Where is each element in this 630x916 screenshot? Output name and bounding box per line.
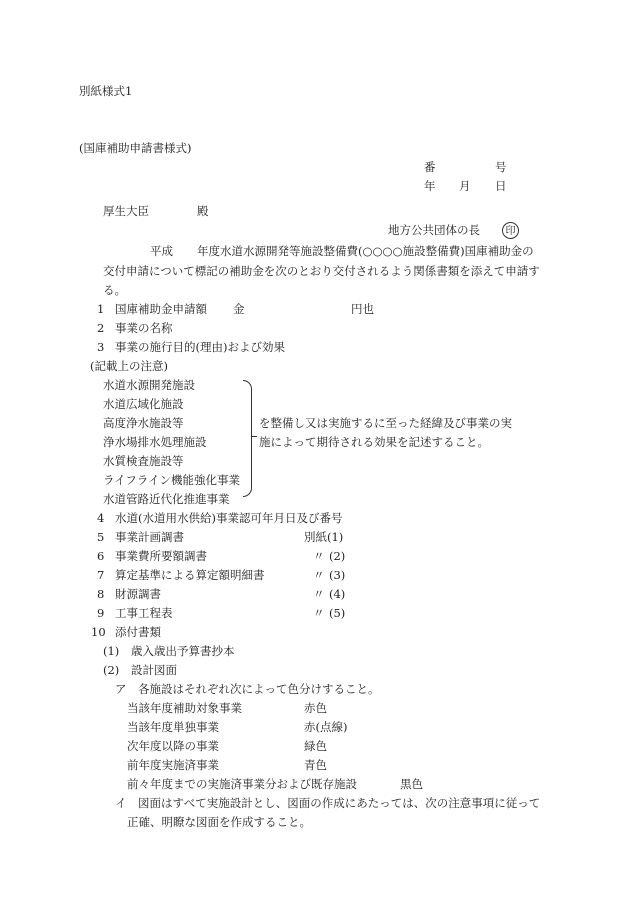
clause-marker: イ [115, 796, 127, 810]
date-month-label: 月 [459, 179, 471, 193]
color-rule-label: 当該年度単独事業 [127, 720, 219, 734]
item-label: 財源調書 [115, 587, 161, 601]
attachment-ref: (5) [329, 606, 346, 620]
form-name: (国庫補助申請書様式) [79, 141, 192, 155]
color-rule-value: 青色 [304, 758, 327, 772]
brace-note-line-1: を整備し又は実施するに至った経緯及び事業の実 [259, 416, 512, 430]
item-label: 事業の名称 [115, 321, 173, 335]
color-rule-label: 当該年度補助対象事業 [127, 701, 242, 715]
date-year-label: 年 [424, 179, 436, 193]
facility-item: 水質検査施設等 [103, 454, 184, 468]
brace-note-line-2: 施によって期待される効果を記述すること。 [259, 435, 489, 449]
attachment-ref: 別紙(1) [304, 530, 344, 544]
color-rule-value: 黒色 [400, 777, 423, 791]
grouping-brace [243, 380, 252, 497]
item-number: 7 [97, 568, 105, 582]
item-number: 5 [97, 530, 105, 544]
item-label: 工事工程表 [115, 606, 173, 620]
ditto-mark: 〃 [313, 587, 325, 601]
seal-mark: 印 [502, 222, 519, 239]
attachment-ref: (3) [329, 568, 346, 582]
ditto-mark: 〃 [313, 549, 325, 563]
clause-text-line-2: 正確、明瞭な図面を作成すること。 [127, 815, 311, 829]
grouping-brace-point [251, 436, 257, 437]
item-number: 6 [97, 549, 105, 563]
date-day-label: 日 [495, 179, 507, 193]
body-line-1: 年度水道水源開発等施設整備費(○○○○施設整備費)国庫補助金の [197, 244, 534, 258]
item-label: 事業費所要額調書 [115, 549, 207, 563]
sub-item-number: (2) [103, 663, 120, 677]
amount-unit: 円也 [351, 302, 374, 316]
amount-prefix: 金 [233, 302, 245, 316]
attachment-ref: (4) [329, 587, 346, 601]
facility-item: 水道水源開発施設 [103, 378, 195, 392]
item-number: 2 [97, 321, 105, 335]
clause-text: 各施設はそれぞれ次によって色分けすること。 [138, 682, 380, 696]
color-rule-value: 赤色 [304, 701, 327, 715]
item-label: 水道(水道用水供給)事業認可年月日及び番号 [115, 511, 343, 525]
item-number: 3 [97, 340, 105, 354]
item-label: 算定基準による算定額明細書 [115, 568, 265, 582]
item-label: 事業の施行目的(理由)および効果 [115, 340, 285, 354]
color-rule-value: 緑色 [304, 739, 327, 753]
number-label: 番 [424, 160, 436, 174]
body-era: 平成 [150, 244, 173, 258]
facility-item: 高度浄水施設等 [103, 416, 184, 430]
facility-item: 浄水場排水処理施設 [103, 435, 207, 449]
sub-item-number: (1) [103, 644, 120, 658]
attachment-ref: (2) [329, 549, 346, 563]
sub-item-label: 設計図面 [131, 663, 177, 677]
item-label: 添付書類 [115, 625, 161, 639]
clause-text-line-1: 図面はすべて実施設計とし、図面の作成にあたっては、次の注意事項に従って [138, 796, 541, 810]
item-number: 10 [91, 625, 106, 639]
body-line-3: る。 [103, 283, 126, 297]
item-number: 4 [97, 511, 105, 525]
note-title: (記載上の注意) [90, 359, 168, 373]
ditto-mark: 〃 [313, 606, 325, 620]
sub-item-label: 歳入歳出予算書抄本 [131, 644, 235, 658]
clause-marker: ア [115, 682, 127, 696]
ditto-mark: 〃 [313, 568, 325, 582]
applicant-title: 地方公共団体の長 [388, 223, 480, 237]
addressee: 厚生大臣 [103, 204, 149, 218]
color-rule-label: 前々年度までの実施済事業分および既存施設 [127, 777, 357, 791]
form-id: 別紙様式1 [79, 84, 133, 98]
honorific: 殿 [197, 204, 209, 218]
number-label-suffix: 号 [495, 160, 507, 174]
color-rule-value: 赤(点線) [304, 720, 348, 734]
item-number: 8 [97, 587, 105, 601]
color-rule-label: 前年度実施済事業 [127, 758, 219, 772]
item-label: 事業計画調書 [115, 530, 184, 544]
facility-item: 水道管路近代化推進事業 [103, 492, 230, 506]
item-number: 1 [97, 302, 105, 316]
item-number: 9 [97, 606, 105, 620]
color-rule-label: 次年度以降の事業 [127, 739, 219, 753]
item-label: 国庫補助金申請額 [115, 302, 207, 316]
facility-item: ライフライン機能強化事業 [103, 473, 240, 487]
facility-item: 水道広域化施設 [103, 397, 184, 411]
body-line-2: 交付申請について標記の補助金を次のとおり交付されるよう関係書類を添えて申請す [103, 264, 540, 278]
